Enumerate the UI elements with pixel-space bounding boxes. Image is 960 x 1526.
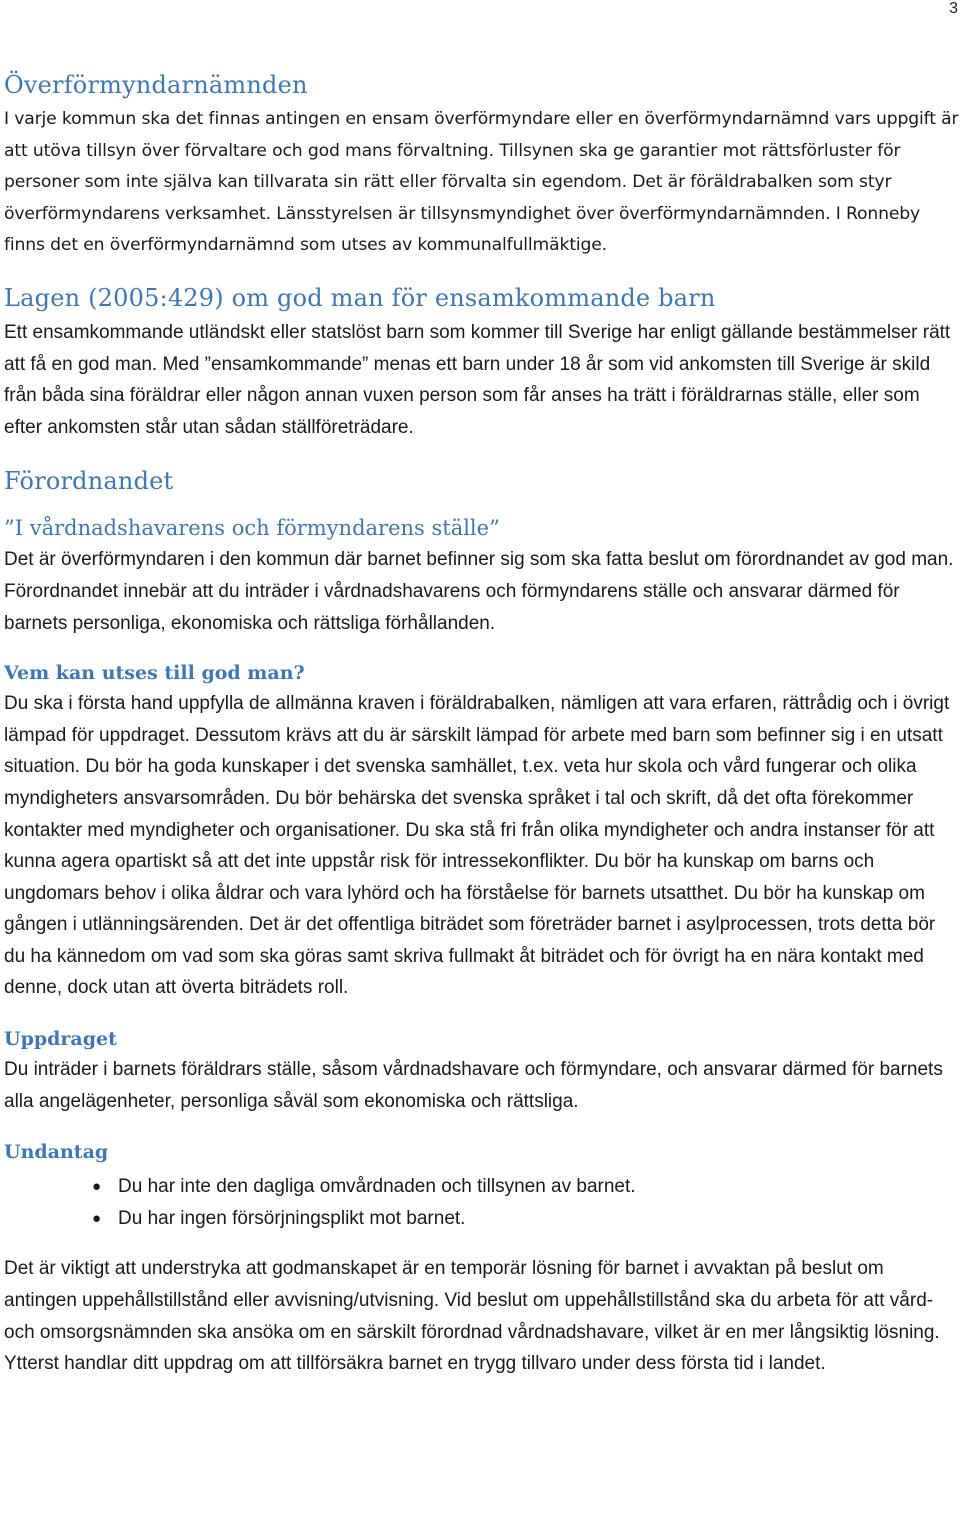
section-heading: Överförmyndarnämnden <box>4 71 308 99</box>
list-item <box>4 1171 664 1203</box>
section-heading: Förordnandet <box>4 467 174 496</box>
section-heading: Uppdraget <box>4 1028 117 1051</box>
bullet-icon: ● <box>92 1178 102 1196</box>
list-item-text: Du har ingen försörjningsplikt mot barnet. <box>118 1207 466 1229</box>
section-vem <box>4 658 959 1004</box>
list-item <box>4 1203 664 1235</box>
section-paragraph: I varje kommun ska det finnas antingen en ensam överförmyndare eller en överförmyndarnämnd vars uppgift är att utöva tillsyn över förvaltare och god mans förvaltning. Tillsynen ska ge garantier mot rättsförluster för personer som inte själva kan tillvarata sin rätt eller förvalta sin egendom. Det är föräldrabalken som styr överförmyndarens verksamhet. Länsstyrelsen är tillsynsmyndighet över överförmyndarnämnden. I Ronneby finns det en överförmyndarnämnd som utses av kommunalfullmäktige. <box>4 109 959 256</box>
section-subheading: ”I vårdnadshavarens och förmyndarens ställe” <box>4 516 500 541</box>
section-forordnandet <box>4 462 959 639</box>
page-number: 3 <box>949 0 958 17</box>
section-paragraph: Du ska i första hand uppfylla de allmänna kraven i föräldrabalken, nämligen att vara erfaren, rättrådig och i övrigt lämpad för uppdraget. Dessutom krävs att du är särskilt lämpad för arbete med barn som befinner sig i en utsatt situation. Du bör ha goda kunskaper i det svenska samhället, t.ex. veta hur skola och vård fungerar och olika myndigheters ansvarsområden. Du bör behärska det svenska språket i tal och skrift, då det ofta förekommer kontakter med myndigheter och organisationer. Du ska stå fri från olika myndigheter och andra instanser för att kunna agera opartiskt så att det inte uppstår risk för intressekonflikter. Du bör ha kunskap om barns och ungdomars behov i olika åldrar och vara lyhörd och ha förståelse för barnets utsatthet. Du bör ha kunskap om gången i utlänningsärenden. Det är det offentliga biträdet som företräder barnet i asylprocessen, trots detta bör du ha kännedom om vad som ska göras samt skriva fullmakt åt biträdet och för övrigt ha en nära kontakt med denne, dock utan att överta biträdets roll. <box>4 693 950 999</box>
section-uppdraget <box>4 1024 959 1117</box>
section-overformyndarnamnden <box>4 66 959 262</box>
document-body <box>4 66 959 1380</box>
section-heading: Vem kan utses till god man? <box>4 662 305 685</box>
list-item-text: Du har inte den dagliga omvårdnaden och tillsynen av barnet. <box>118 1176 636 1198</box>
section-undantag <box>4 1137 959 1380</box>
section-heading: Lagen (2005:429) om god man för ensamkommande barn <box>4 283 716 312</box>
section-heading: Undantag <box>4 1141 109 1164</box>
section-paragraph: Ett ensamkommande utländskt eller statslöst barn som kommer till Sverige har enligt gällande bestämmelser rätt att få en god man. Med ”ensamkommande” menas ett barn under 18 år som vid ankomsten till Sverige är skild från båda sina föräldrar eller någon annan vuxen person som får anses ha trätt i föräldrarnas ställe, eller som efter ankomsten står utan sådan ställföreträdare. <box>4 321 951 438</box>
section-paragraph: Du inträder i barnets föräldrars ställe, såsom vårdnadshavare och förmyndare, och ansvarar därmed för barnets alla angelägenheter, personliga såväl som ekonomiska och rättsliga. <box>4 1059 943 1112</box>
bullet-icon: ● <box>92 1209 102 1227</box>
exceptions-list <box>4 1171 664 1234</box>
section-lagen <box>4 279 959 443</box>
section-paragraph: Det är överförmyndaren i den kommun där barnet befinner sig som ska fatta beslut om förordnandet av god man. Förordnandet innebär att du inträder i vårdnadshavarens och förmyndarens ställe och ansvarar därmed för barnets personliga, ekonomiska och rättsliga förhållanden. <box>4 549 954 634</box>
section-paragraph: Det är viktigt att understryka att godmanskapet är en temporär lösning för barnet i avvaktan på beslut om antingen uppehållstillstånd eller avvisning/utvisning. Vid beslut om uppehållstillstånd ska du arbeta för att vård- och omsorgsnämnden ska ansöka om en särskilt förordnad vårdnadshavare, vilket är en mer långsiktig lösning. Ytterst handlar ditt uppdrag om att tillförsäkra barnet en trygg tillvaro under dess första tid i landet. <box>4 1258 940 1375</box>
